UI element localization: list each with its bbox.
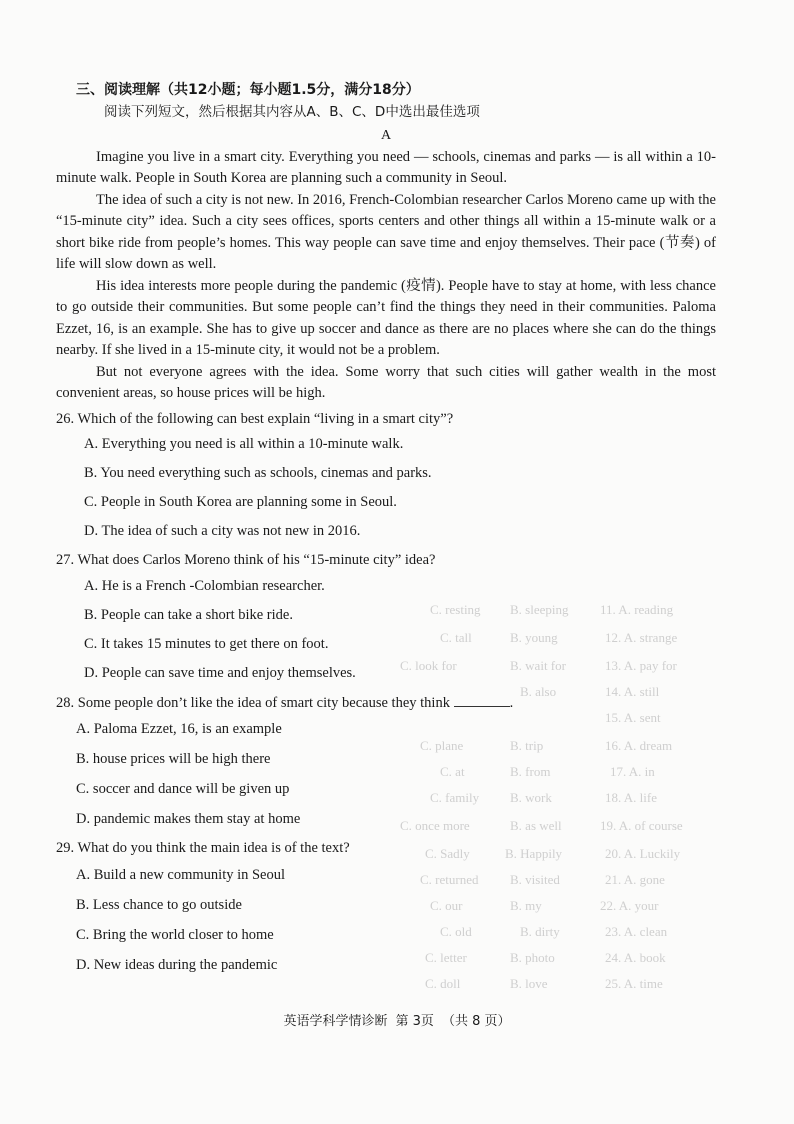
bleed-text: C. doll (425, 976, 461, 991)
bleed-text: B. my (510, 898, 542, 913)
section-title: 三、阅读理解（共12小题；每小题1.5分，满分18分） (76, 82, 420, 98)
bleed-text: B. young (510, 630, 558, 645)
bleed-text: 17. A. in (610, 764, 655, 779)
bleed-text: C. plane (420, 738, 464, 753)
passage-paragraph: Imagine you live in a smart city. Everything you need — schools, cinemas and parks — is all within a 10-minute walk. People in South Korea are planning such a community in Seoul. (56, 148, 716, 186)
question-stem (56, 692, 716, 715)
option-b: B. You need everything such as schools, cinemas and parks. (84, 465, 432, 481)
bleed-text: 18. A. life (605, 790, 657, 805)
passage-paragraph: The idea of such a city is not new. In 2016, French-Colombian researcher Carlos Moreno came up with the “15-minute city” idea. Such a city sees offices, sports centers and other things all within a 15-minute walk or a short bike ride from people’s homes. This way people can save time and enjoy themselves. Their pace (节奏) of life will slow down as well. (56, 191, 716, 272)
bleed-text: C. at (440, 764, 465, 779)
bleed-text: 25. A. time (605, 976, 663, 991)
passage-paragraph: His idea interests more people during the pandemic (疫情). People have to stay at home, with less chance to go outside their communities. But some people can’t find the things they need in their communities. Paloma Ezzet, 16, is an example. She has to give up soccer and dance as there are no places where she can do the things nearby. If she lived in a 15-minute city, it would not be a problem. (56, 277, 716, 358)
question-stem-end: . (509, 694, 514, 711)
option-c: C. People in South Korea are planning some in Seoul. (84, 494, 397, 510)
option-a: A. Paloma Ezzet, 16, is an example (76, 721, 282, 737)
option-b: B. People can take a short bike ride. (84, 606, 293, 623)
bleed-text: 14. A. still (605, 684, 660, 699)
question-stem-text: 28. Some people don’t like the idea of smart city because they think (56, 694, 450, 711)
bleed-text: B. photo (510, 950, 555, 965)
bleed-text: 20. A. Luckily (605, 846, 681, 861)
option-a: A. He is a French -Colombian researcher. (84, 577, 325, 594)
option-d: D. People can save time and enjoy themselves. (84, 664, 356, 681)
option-c: C. Bring the world closer to home (76, 926, 274, 943)
bleed-text: C. resting (430, 602, 481, 617)
bleed-text: 15. A. sent (605, 710, 661, 725)
question-26 (56, 409, 716, 547)
question-28 (56, 692, 716, 835)
footer-subject: 英语学科学情诊断 (283, 1014, 388, 1029)
option-d: D. The idea of such a city was not new in 2016. (84, 523, 361, 539)
bleed-text: 12. A. strange (605, 630, 678, 645)
bleed-text: B. visited (510, 872, 560, 887)
footer-total-pages: （共 8 页） (441, 1014, 511, 1029)
bleed-text: C. old (440, 924, 472, 939)
bleed-text: 22. A. your (600, 898, 659, 913)
bleed-text: C. returned (420, 872, 479, 887)
option-d: D. pandemic makes them stay at home (76, 811, 301, 827)
bleed-text: 24. A. book (605, 950, 666, 965)
option-b: B. house prices will be high there (76, 751, 271, 767)
bleed-text: C. our (430, 898, 463, 913)
bleed-text: B. dirty (520, 924, 560, 939)
bleed-text: B. trip (510, 738, 544, 753)
option-c: C. soccer and dance will be given up (76, 781, 290, 797)
section-instruction: 阅读下列短文，然后根据其内容从A、B、C、D中选出最佳选项 (104, 103, 480, 120)
bleed-text: C. Sadly (425, 846, 470, 861)
bleed-text: 13. A. pay for (605, 658, 677, 673)
question-stem: 29. What do you think the main idea is of the text? (56, 840, 350, 856)
bleed-text: C. tall (440, 630, 472, 645)
bleed-text: 21. A. gone (605, 872, 665, 887)
bleed-text: B. Happily (505, 846, 563, 861)
option-c: C. It takes 15 minutes to get there on foot. (84, 635, 329, 652)
bleed-text: 23. A. clean (605, 924, 668, 939)
answer-blank (454, 692, 510, 707)
option-b: B. Less chance to go outside (76, 896, 242, 913)
bleed-text: B. love (510, 976, 548, 991)
question-stem: 26. Which of the following can best explain “living in a smart city”? (56, 410, 454, 427)
option-d: D. New ideas during the pandemic (76, 956, 278, 973)
option-a: A. Everything you need is all within a 10-minute walk. (84, 436, 404, 452)
bleed-text: 11. A. reading (600, 602, 674, 617)
bleed-text: 19. A. of course (600, 818, 683, 833)
reading-section (56, 80, 716, 980)
passage (56, 147, 716, 405)
passage-label: A (380, 128, 392, 143)
footer-page-number: 第 3页 (395, 1014, 434, 1029)
bleed-text: C. look for (400, 658, 457, 673)
bleed-text: B. work (510, 790, 552, 805)
passage-paragraph: But not everyone agrees with the idea. Some worry that such cities will gather wealth in the most convenient areas, so house prices will be high. (56, 363, 716, 401)
bleed-text: C. once more (400, 818, 470, 833)
bleed-text: B. sleeping (510, 602, 569, 617)
bleed-text: C. letter (425, 950, 467, 965)
bleed-text: B. wait for (510, 658, 566, 673)
bleed-text: C. family (430, 790, 480, 805)
bleed-text: B. from (510, 764, 551, 779)
page-footer (0, 1010, 794, 1029)
question-27 (56, 550, 716, 688)
bleed-text: 16. A. dream (605, 738, 673, 753)
question-stem: 27. What does Carlos Moreno think of his “15-minute city” idea? (56, 552, 436, 568)
bleed-text: B. also (520, 684, 557, 699)
bleed-text: B. as well (510, 818, 562, 833)
question-29 (56, 838, 716, 980)
option-a: A. Build a new community in Seoul (76, 866, 286, 883)
